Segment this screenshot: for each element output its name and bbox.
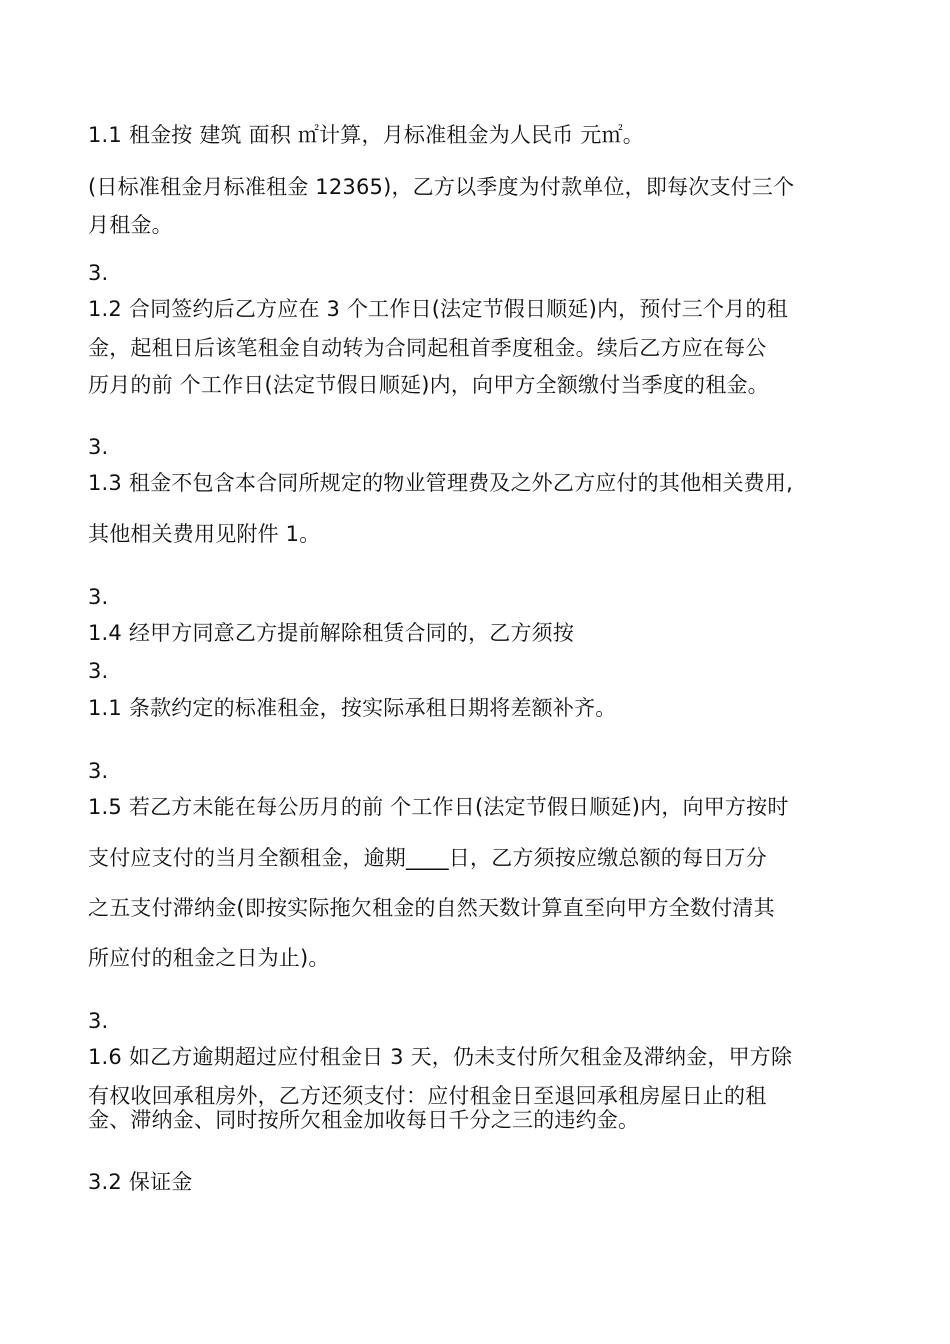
clause-1-3-line: 1.3 租金不包含本合同所规定的物业管理费及之外乙方应付的其他相关费用, xyxy=(88,471,793,495)
clause-1-5-line: 支付应支付的当月全额租金，逾期____日，乙方须按应缴总额的每日万分 xyxy=(88,846,767,870)
section-number: 3. xyxy=(88,1009,109,1033)
clause-1-6-line: 1.6 如乙方逾期超过应付租金日 3 天，仍未支付所欠租金及滞纳金，甲方除 xyxy=(88,1045,793,1069)
clause-1-1-line: 1.1 租金按 建筑 面积 ㎡计算，月标准租金为人民币 元㎡。 xyxy=(88,123,644,147)
clause-1-5-line: 1.5 若乙方未能在每公历月的前 个工作日(法定节假日顺延)内，向甲方按时 xyxy=(88,795,789,819)
clause-1-6-line: 金、滞纳金、同时按所欠租金加收每日千分之三的违约金。 xyxy=(88,1108,640,1132)
clause-1-2-line: 1.2 合同签约后乙方应在 3 个工作日(法定节假日顺延)内，预付三个月的租 xyxy=(88,297,788,321)
section-number: 3. xyxy=(88,261,109,285)
clause-1-4-line: 1.4 经甲方同意乙方提前解除租赁合同的，乙方须按 xyxy=(88,621,575,645)
clause-1-2-line: 金，起租日后该笔租金自动转为合同起租首季度租金。续后乙方应在每公 xyxy=(88,336,767,360)
clause-1-6-line: 有权收回承租房外，乙方还须支付：应付租金日至退回承租房屋日止的租 xyxy=(88,1084,767,1108)
section-number: 3. xyxy=(88,435,109,459)
section-number: 3. xyxy=(88,659,109,683)
section-number: 3. xyxy=(88,585,109,609)
clause-1-1-line: 月租金。 xyxy=(88,213,173,237)
section-heading-deposit: 3.2 保证金 xyxy=(88,1170,193,1194)
section-number: 3. xyxy=(88,759,109,783)
clause-1-1-ref-line: 1.1 条款约定的标准租金，按实际承租日期将差额补齐。 xyxy=(88,696,617,720)
clause-1-5-line: 之五支付滞纳金(即按实际拖欠租金的自然天数计算直至向甲方全数付清其 xyxy=(88,896,775,920)
clause-1-2-line: 历月的前 个工作日(法定节假日顺延)内，向甲方全额缴付当季度的租金。 xyxy=(88,373,769,397)
clause-1-1-line: (日标准租金月标准租金 12365)，乙方以季度为付款单位，即每次支付三个 xyxy=(88,175,795,199)
clause-1-5-line: 所应付的租金之日为止)。 xyxy=(88,946,330,970)
clause-1-3-line: 其他相关费用见附件 1。 xyxy=(88,522,321,546)
